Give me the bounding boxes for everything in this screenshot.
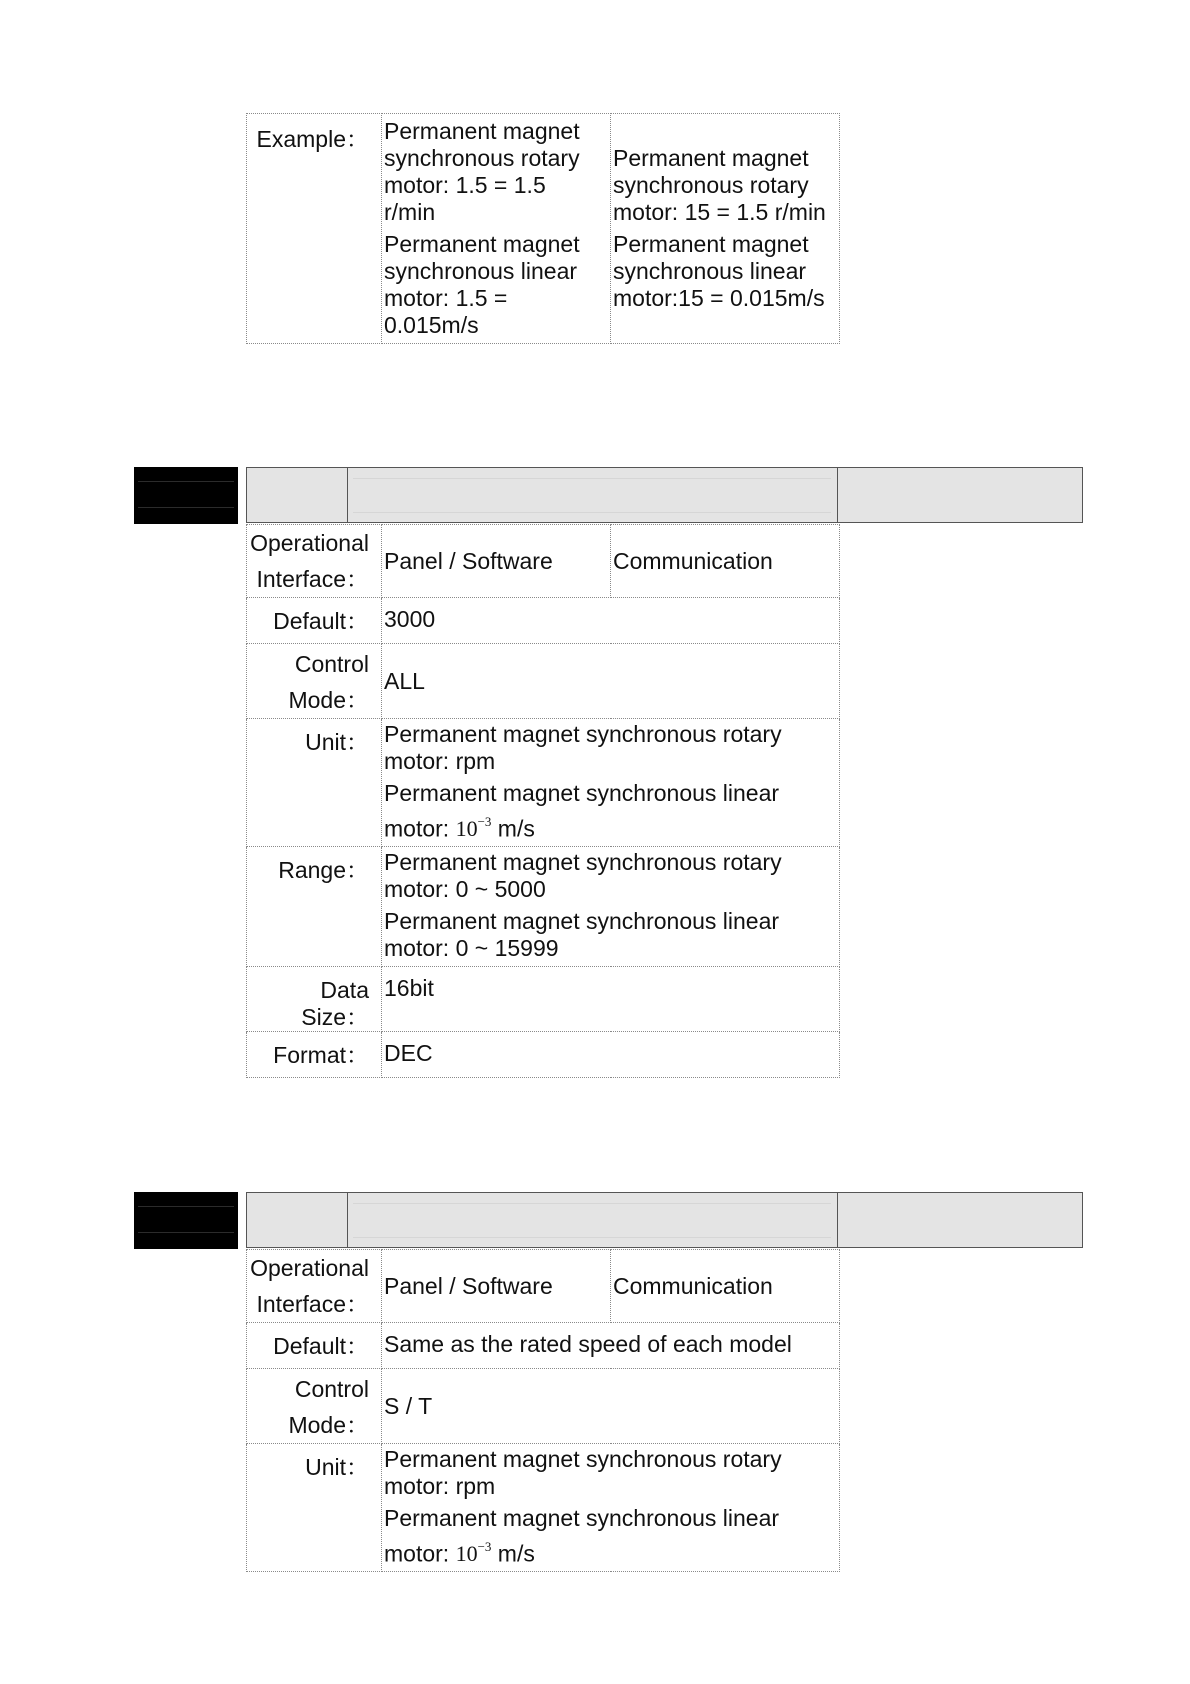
param1-table <box>246 524 840 1078</box>
param1-default-label: Default： <box>247 598 382 644</box>
param1-row-operational-interface <box>247 525 840 598</box>
param1-oi-label: Operational Interface： <box>247 525 382 598</box>
param1-format-value: DEC <box>382 1032 840 1078</box>
param2-oi-comm: Communication <box>611 1250 840 1323</box>
param2-header-bar <box>246 1192 1083 1248</box>
param1-header-bar <box>246 467 1083 523</box>
param2-row-operational-interface <box>247 1250 840 1323</box>
example-col1 <box>382 114 611 344</box>
param2-id-box <box>134 1192 238 1249</box>
example-label: Example： <box>247 114 382 344</box>
example-table <box>246 113 840 344</box>
param1-format-label: Format： <box>247 1032 382 1078</box>
param1-range-value: Permanent magnet synchronous rotary motor: 0 ~ 5000 Permanent magnet synchronous linear motor: 0 ~ 15999 <box>382 847 840 967</box>
param2-unit-label: Unit： <box>247 1444 382 1572</box>
param1-default-value: 3000 <box>382 598 840 644</box>
param2-default-label: Default： <box>247 1323 382 1369</box>
param1-oi-comm: Communication <box>611 525 840 598</box>
param1-row-format <box>247 1032 840 1078</box>
param1-data-size-value: 16bit <box>382 967 840 1032</box>
example-col2 <box>611 114 840 344</box>
param1-data-size-label: Data Size： <box>247 967 382 1032</box>
param1-row-default <box>247 598 840 644</box>
example-col1-rotary: Permanent magnet synchronous rotary motor: 1.5 = 1.5 r/min <box>384 118 580 225</box>
param2-row-control-mode <box>247 1369 840 1444</box>
param2-row-unit <box>247 1444 840 1572</box>
param1-row-range <box>247 847 840 967</box>
param2-control-mode-label: Control Mode： <box>247 1369 382 1444</box>
param2-oi-panel: Panel / Software <box>382 1250 611 1323</box>
param1-range-label: Range： <box>247 847 382 967</box>
param1-row-unit <box>247 719 840 847</box>
example-col2-rotary: Permanent magnet synchronous rotary motor: 15 = 1.5 r/min <box>613 145 826 225</box>
param1-id-box <box>134 467 238 524</box>
example-col2-linear: Permanent magnet synchronous linear motor:15 = 0.015m/s <box>613 231 825 311</box>
param2-oi-label: Operational Interface： <box>247 1250 382 1323</box>
param1-unit-value: Permanent magnet synchronous rotary motor: rpm Permanent magnet synchronous linear motor: $10^{-3}$ m/s <box>382 719 840 847</box>
param2-table <box>246 1249 840 1572</box>
param1-row-control-mode <box>247 644 840 719</box>
param2-unit-value: Permanent magnet synchronous rotary motor: rpm Permanent magnet synchronous linear motor: $10^{-3}$ m/s <box>382 1444 840 1572</box>
example-col1-linear: Permanent magnet synchronous linear motor: 1.5 = 0.015m/s <box>384 231 580 338</box>
param1-oi-panel: Panel / Software <box>382 525 611 598</box>
param1-unit-label: Unit： <box>247 719 382 847</box>
param2-row-default <box>247 1323 840 1369</box>
param1-control-mode-label: Control Mode： <box>247 644 382 719</box>
param1-row-data-size <box>247 967 840 1032</box>
param2-control-mode-value: S / T <box>382 1369 840 1444</box>
param2-default-value: Same as the rated speed of each model <box>382 1323 840 1369</box>
param1-control-mode-value: ALL <box>382 644 840 719</box>
